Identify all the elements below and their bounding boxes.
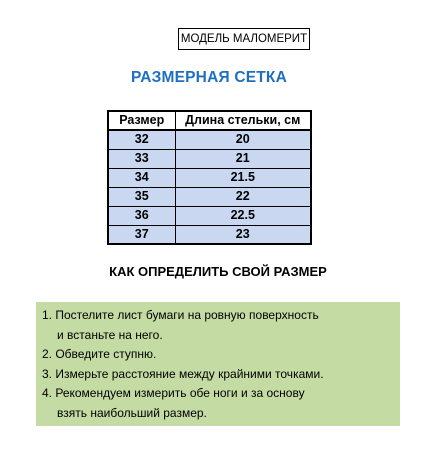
size-cell: 35: [108, 187, 175, 206]
size-cell: 36: [108, 206, 175, 225]
table-header-row: [108, 111, 311, 130]
table-row: [108, 168, 311, 187]
instruction-line: 2. Обведите ступню.: [42, 347, 157, 361]
instruction-line: и встаньте на него.: [57, 327, 163, 342]
length-cell: 23: [175, 225, 311, 244]
instruction-line: 3. Измерьте расстояние между крайними точками.: [42, 366, 324, 381]
length-cell: 22: [175, 187, 311, 206]
instruction-line: взять наибольший размер.: [57, 405, 207, 420]
table-row: [108, 130, 311, 149]
how-to-title: КАК ОПРЕДЕЛИТЬ СВОЙ РАЗМЕР: [109, 264, 327, 279]
size-cell: 34: [108, 168, 175, 187]
length-cell: 21: [175, 149, 311, 168]
table-row: [108, 225, 311, 244]
size-table: [107, 110, 312, 245]
size-grid-title: РАЗМЕРНАЯ СЕТКА: [131, 69, 287, 86]
table-row: [108, 206, 311, 225]
size-cell: 37: [108, 225, 175, 244]
instructions-box: [36, 302, 400, 426]
size-cell: 33: [108, 149, 175, 168]
instruction-line: 1. Постелите лист бумаги на ровную поверхность: [42, 308, 319, 322]
model-label: МОДЕЛЬ МАЛОМЕРИТ: [178, 28, 310, 50]
length-cell: 22.5: [175, 206, 311, 225]
header-insole-length: Длина стельки, см: [175, 111, 311, 130]
size-cell: 32: [108, 130, 175, 149]
table-row: [108, 149, 311, 168]
header-size: Размер: [108, 111, 175, 130]
table-row: [108, 187, 311, 206]
length-cell: 21.5: [175, 168, 311, 187]
instruction-line: 4. Рекомендуем измерить обе ноги и за основу: [42, 386, 305, 400]
length-cell: 20: [175, 130, 311, 149]
